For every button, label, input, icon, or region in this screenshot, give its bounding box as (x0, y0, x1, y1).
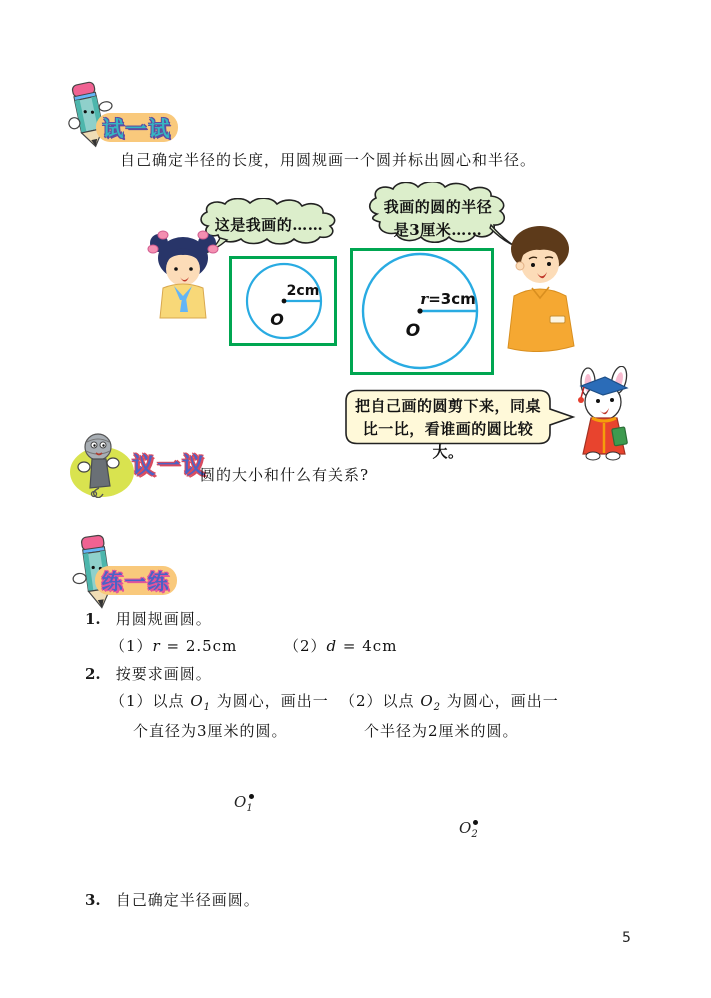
try-intro-text: 自己确定半径的长度，用圆规画一个圆并标出圆心和半径。 (120, 151, 537, 169)
center-point-o1: $O_1$ (234, 793, 253, 814)
exercise-1-item-1: （1）r = 2.5cm (110, 637, 238, 655)
exercise-1-number: 1. (85, 610, 101, 628)
exercise-2 (85, 663, 212, 684)
exercise-1 (85, 608, 212, 629)
section-tab-try (96, 113, 178, 142)
exercise-2-title: 按要求画圆。 (115, 665, 212, 683)
circle-diagram-2cm (229, 256, 337, 346)
microphone-mascot-icon (66, 430, 142, 498)
exercise-2-item-1-line-1: （1）以点 $O_1$ 为圆心，画出一 (110, 692, 329, 713)
exercise-3 (85, 889, 260, 910)
section-tab-practice (95, 566, 177, 595)
radius-label-3cm: r=3cm (420, 290, 476, 308)
exercise-2-number: 2. (85, 665, 101, 683)
girl-speech-text: 这是我画的…… (214, 216, 324, 234)
center-label-small: O (270, 310, 284, 329)
discuss-question: 圆的大小和什么有关系? (200, 466, 370, 484)
page-number: 5 (622, 930, 631, 946)
rabbit-tip-text: 把自己画的圆剪下来，同桌 比一比，看谁画的圆比较大。 (354, 397, 541, 461)
exercise-2-item-2-line-2: 个半径为2厘米的圆。 (364, 722, 519, 740)
center-point-o2-dot (473, 820, 478, 825)
section-title-practice: 练一练 (101, 569, 171, 594)
boy-speech-text: 我画的圆的半径 是3厘米…… (383, 198, 493, 239)
exercise-1-title: 用圆规画圆。 (115, 610, 212, 628)
center-label-big: O (405, 321, 421, 341)
exercise-3-number: 3. (85, 891, 101, 909)
exercise-2-item-1-line-2: 个直径为3厘米的圆。 (133, 722, 288, 740)
girl-character (146, 228, 220, 320)
center-point-o2: $O_2$ (459, 819, 478, 840)
radius-label-2cm: 2cm (286, 283, 320, 299)
section-title-discuss: 议一议 (132, 453, 207, 479)
rabbit-character (561, 366, 639, 462)
center-point-o1-dot (249, 794, 254, 799)
circle-diagram-3cm (350, 248, 494, 375)
exercise-2-item-2-line-1: （2）以点 $O_2$ 为圆心，画出一 (340, 692, 559, 713)
exercise-1-item-2: （2）d = 4cm (284, 637, 398, 655)
exercise-3-title: 自己确定半径画圆。 (115, 891, 260, 909)
section-title-try: 试一试 (102, 116, 172, 141)
boy-character (496, 224, 584, 352)
